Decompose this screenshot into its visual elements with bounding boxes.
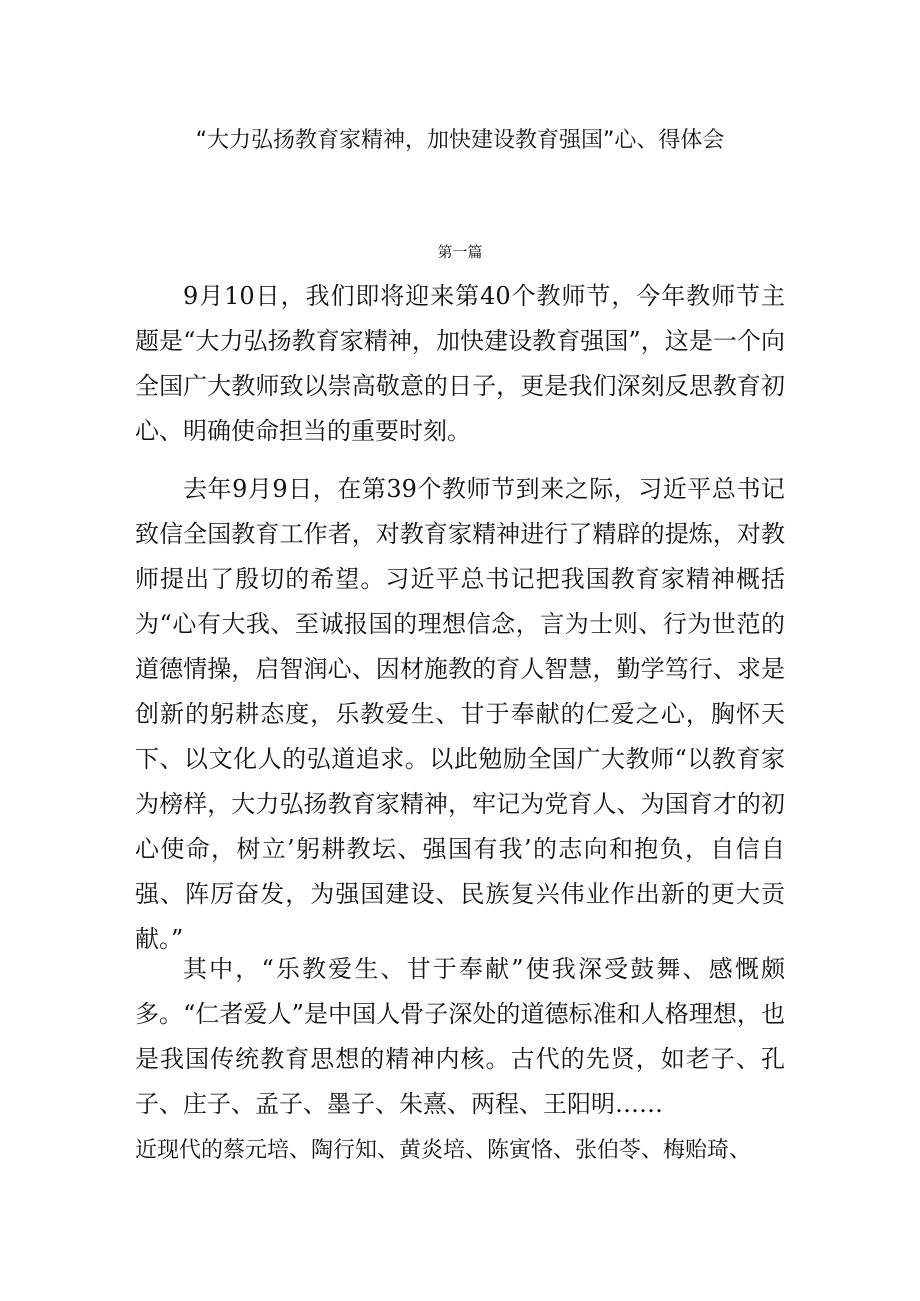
paragraph-continuation: 近现代的蔡元培、陶行知、黄炎培、陈寅恪、张伯苓、梅贻琦、 [135, 1138, 752, 1163]
paragraph-2: 去年9月9日，在第39个教师节到来之际，习近平总书记致信全国教育工作者，对教育家精神进行了精辟的提炼，对教师提出了殷切的希望。习近平总书记把我国教育家精神概括为“心有大我、至诚报国的理想信念，言为士则、行为世范的道德情操，启智润心、因材施教的育人智慧，勤学笃行、求是创新的躬耕态度，乐教爱生、甘于奉献的仁爱之心，胸怀天下、以文化人的弘道追求。以此勉励全国广大教师“以教育家为榜样，大力弘扬教育家精神，牢记为党育人、为国育才的初心使命，树立’躬耕教坛、强国有我’的志向和抱负，自信自强、阵厉奋发，为强国建设、民族复兴伟业作出新的更大贡献。” [135, 475, 785, 953]
paragraph-3: 其中，“乐教爱生、甘于奉献”使我深受鼓舞、感慨颇多。“仁者爱人”是中国人骨子深处的道德标准和人格理想，也是我国传统教育思想的精神内核。古代的先贤，如老子、孔子、庄子、孟子、墨子、朱熹、两程、王阳明…… [135, 955, 785, 1118]
paragraph-1: 9月10日，我们即将迎来第40个教师节，今年教师节主题是“大力弘扬教育家精神，加快建设教育强国”，这是一个向全国广大教师致以崇高敬意的日子，更是我们深刻反思教育初心、明确使命担当的重要时刻。 [135, 282, 785, 445]
document-title: “大力弘扬教育家精神，加快建设教育强国”心、得体会 [195, 128, 725, 153]
section-label: 第一篇 [437, 243, 483, 261]
